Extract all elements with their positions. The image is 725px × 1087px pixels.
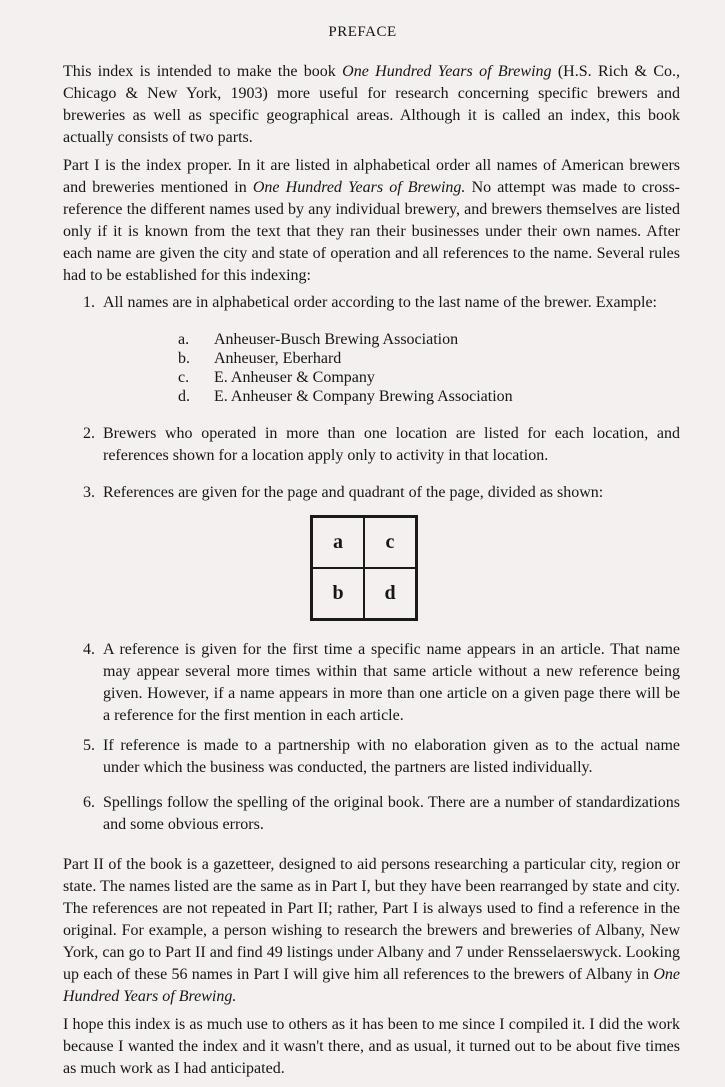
- rule-item: [83, 423, 680, 467]
- book-title: One Hundred Years of Brewing: [342, 63, 552, 80]
- part-two-text-start: Part II of the book is a gazetteer, designed to aid persons researching a particular city, region or state. The names listed are the same as in Part I, but they have been rearranged by state and city. The references are not repeated in Part II; rather, Part I is always used to find a reference in the original. For example, a person wishing to research the brewers and breweries of Albany, New York, can go to Part II and find 49 listings under Albany and 7 under Rensselaerswyck. Looking up each of these 56 names in Part I will give him all references to the brewers of Albany in: [63, 856, 680, 983]
- rule-item: [83, 639, 680, 727]
- part-one-text-end: No attempt was made to cross-reference the different names used by any individual brewery, and brewers themselves are listed only if it is known from the text that they ran their businesses under their own names. After each name are given the city and state of operation and all references to the name. Several rules had to be established for this indexing:: [63, 179, 680, 284]
- example-letter: b.: [178, 350, 190, 367]
- rule-text: All names are in alphabetical order according to the last name of the brewer. Example:: [103, 294, 657, 311]
- book-title: One Hundred Years of Brewing.: [63, 966, 680, 1005]
- rule-item: [83, 735, 680, 779]
- example-letter: d.: [178, 388, 190, 405]
- example-name: Anheuser, Eberhard: [214, 350, 342, 367]
- page-title: PREFACE: [328, 24, 397, 40]
- rule-text: Spellings follow the spelling of the original book. There are a number of standardizations and some obvious errors.: [103, 794, 680, 833]
- rule-text: If reference is made to a partnership with no elaboration given as to the actual name under which the business was conducted, the partners are listed individually.: [103, 737, 680, 776]
- example-list: [178, 330, 513, 406]
- rule-number: 1.: [83, 294, 95, 311]
- intro-text-start: This index is intended to make the book: [63, 63, 343, 80]
- example-letter: c.: [178, 369, 190, 386]
- example-item: [178, 330, 513, 349]
- example-item: [178, 387, 513, 406]
- rule-item: [83, 482, 680, 504]
- part-one-text-start: Part I is the index proper. In it are listed in alphabetical order all names of American brewers and breweries mentioned in: [63, 157, 680, 196]
- rule-number: 4.: [83, 641, 95, 658]
- example-name: Anheuser-Busch Brewing Association: [214, 331, 459, 348]
- rule-text: A reference is given for the first time a specific name appears in an article. That name may appear several more times within that same article without a new reference being given. However, if a name appears in more than one article on a given page there will be a reference for the first mention in each article.: [103, 641, 680, 724]
- part-two-paragraph: [63, 854, 680, 1008]
- example-item: [178, 368, 513, 387]
- quadrant-cell: b: [312, 568, 364, 619]
- book-title: One Hundred Years of Brewing.: [252, 179, 466, 196]
- rule-item: [83, 292, 680, 314]
- example-name: E. Anheuser & Company: [214, 369, 375, 386]
- example-name: E. Anheuser & Company Brewing Association: [214, 388, 513, 405]
- rule-text: Brewers who operated in more than one location are listed for each location, and references shown for a location apply only to activity in that location.: [103, 425, 680, 464]
- rule-number: 3.: [83, 484, 95, 501]
- intro-paragraph: [63, 61, 680, 149]
- quadrant-cell: d: [364, 568, 416, 619]
- quadrant-diagram: [310, 515, 418, 621]
- rule-item: [83, 792, 680, 836]
- example-item: [178, 349, 513, 368]
- rule-text: References are given for the page and quadrant of the page, divided as shown:: [103, 484, 604, 501]
- quadrant-cell: c: [364, 517, 416, 568]
- closing-paragraph: I hope this index is as much use to others as it has been to me since I compiled it. I did the work because I wanted the index and it wasn't there, and as usual, it turned out to be about five times as much work as I had anticipated.: [63, 1016, 680, 1077]
- part-one-paragraph: [63, 155, 680, 287]
- rule-number: 2.: [83, 425, 95, 442]
- rule-number: 5.: [83, 737, 95, 754]
- rule-number: 6.: [83, 794, 95, 811]
- example-letter: a.: [178, 331, 190, 348]
- intro-text-end: (H.S. Rich & Co., Chicago & New York, 1903) more useful for research concerning specific brewers and breweries as well as specific geographical areas. Although it is called an index, this book actually consists of two parts.: [63, 63, 680, 146]
- quadrant-cell: a: [312, 517, 364, 568]
